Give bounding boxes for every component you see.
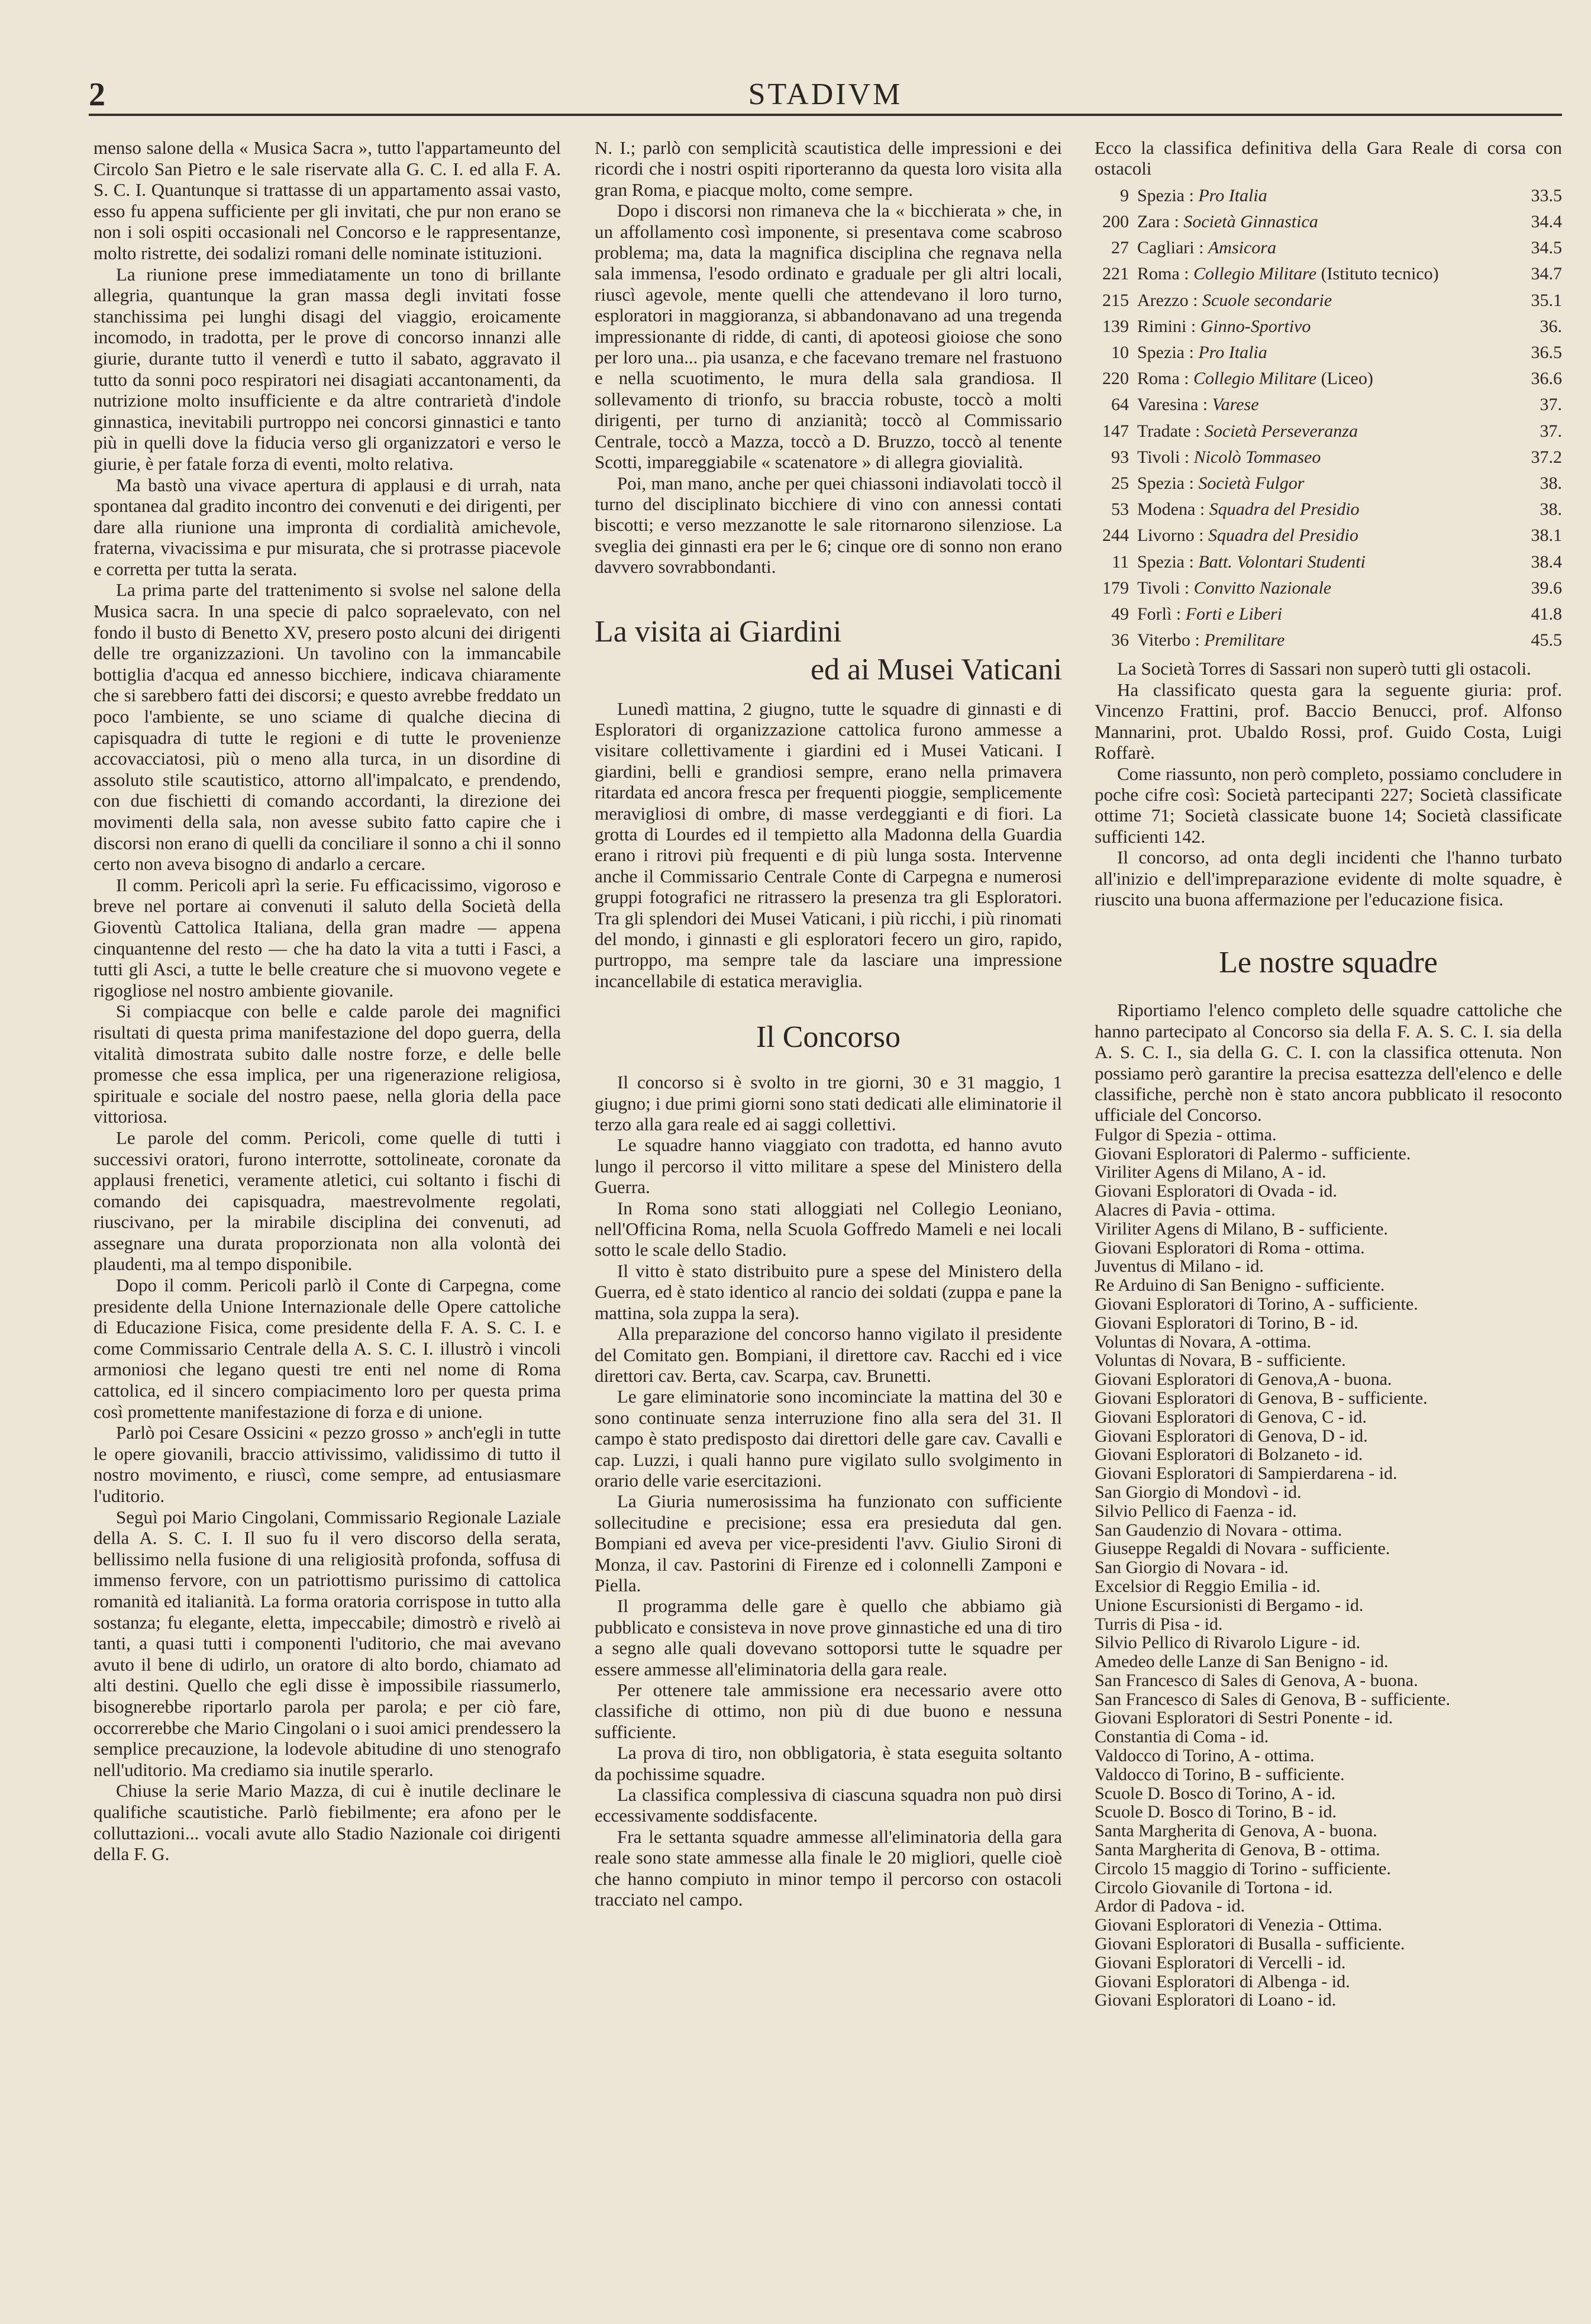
squad-item: Voluntas di Novara, B - sufficiente.: [1095, 1350, 1346, 1371]
paragraph: Le parole del comm. Pericoli, come quelle di tutti i successivi oratori, furono interrotte, sottolineate, coronate da applausi frenetici, veramente atletici, cui soltanto i fischi di comando dei capisquadra, maestrevolmente regolati, riuscivano, per la mirabile disciplina dei convenuti, ad assegnare una durata proporzionata non alla volontà dei plaudenti, ma al tempo disponibile.: [93, 1127, 561, 1275]
ranking-time: 34.7: [1531, 264, 1562, 284]
squad-item: Constantia di Coma - id.: [1095, 1727, 1269, 1747]
ranking-team: Rimini : Ginno-Sportivo: [1137, 316, 1311, 336]
ranking-city: Tradate: [1137, 421, 1191, 441]
ranking-city: Viterbo: [1137, 630, 1190, 650]
ranking-time: 41.8: [1531, 604, 1562, 624]
squad-item: Santa Margherita di Genova, A - buona.: [1095, 1821, 1377, 1841]
squad-item: Giovani Esploratori di Genova, D - id.: [1095, 1426, 1368, 1446]
paragraph: La prova di tiro, non obbligatoria, è stata eseguita soltanto da pochissime squadre.: [595, 1742, 1062, 1784]
squad-item: Santa Margherita di Genova, B - ottima.: [1095, 1840, 1380, 1860]
ranking-team: Forlì : Forti e Liberi: [1137, 604, 1283, 624]
squad-item: Juventus di Milano - id.: [1095, 1256, 1264, 1277]
ranking-city: Spezia: [1137, 343, 1185, 363]
ranking-time: 36.5: [1531, 343, 1562, 363]
ranking-row: [1095, 575, 1562, 601]
ranking-row: [1095, 288, 1562, 314]
masthead: STADIVM: [748, 78, 903, 111]
ranking-team: Livorno : Squadra del Presidio: [1137, 526, 1358, 546]
paragraph: Dopo i discorsi non rimaneva che la « bicchierata » che, in un affollamento così imponente, si presentava come scabroso problema; ma, data la magnifica disciplina che regnava nella sala immensa, l'esodo ordinato e graduale per gli altri locali, riuscì agevole, mente quelli che attendevano il loro turno, esploratori in maggioranza, si abbandonavano ad una tregenda impressionante di ridde, di canti, di apoteosi gioiose che sono per loro una... pia usanza, e che facevano tremare nel frastuono e nella scuotimento, le mura della sala grandiosa. Il sollevamento di trionfo, su braccia robuste, toccò a molti dirigenti, per turno di anzianità; toccò al Commissario Centrale, toccò a Mazza, toccò a D. Bruzzo, toccò al tenente Scotti, impareggiabile « scatenatore » di allegra giovialità.: [595, 200, 1062, 473]
ranking-team: Tivoli : Nicolò Tommaseo: [1137, 447, 1321, 467]
ranking-time: 35.1: [1531, 290, 1562, 310]
squad-item: Scuole D. Bosco di Torino, A - id.: [1095, 1783, 1336, 1803]
ranking-time: 38.: [1540, 499, 1562, 520]
ranking-time: 34.4: [1531, 212, 1562, 232]
squad-item: Giovani Esploratori di Loano - id.: [1095, 1990, 1337, 2010]
paragraph: La Giuria numerosissima ha funzionato con sufficiente sollecitudine e precisione; essa era presieduta dal gen. Bompiani ed aveva per vice-presidenti l'avv. Giulio Sironi di Monza, il cav. Pastorini di Firenze ed i colonnelli Zamponi e Piella.: [595, 1491, 1062, 1595]
ranking-time: 38.4: [1531, 552, 1562, 572]
ranking-time: 36.: [1540, 316, 1562, 336]
ranking-number: 200: [1102, 212, 1129, 232]
ranking-number: 93: [1111, 447, 1129, 467]
ranking-number: 139: [1102, 316, 1129, 336]
ranking-city: Zara: [1137, 212, 1170, 232]
squad-item: San Giorgio di Novara - id.: [1095, 1558, 1289, 1578]
paragraph: Il concorso, ad onta degli incidenti che l'hanno turbato all'inizio e dell'impreparazione evidente di molte squadre, è riuscito una buona affermazione per l'educazione fisica.: [1095, 847, 1562, 910]
paragraph: La Società Torres di Sassari non superò tutti gli ostacoli.: [1117, 658, 1531, 679]
squad-item: Giovani Esploratori di Sestri Ponente - id.: [1095, 1708, 1393, 1728]
ranking-team: Arezzo : Scuole secondarie: [1137, 290, 1332, 310]
squad-item: Unione Escursionisti di Bergamo - id.: [1095, 1595, 1364, 1615]
squad-item: Giovani Esploratori di Torino, B - id.: [1095, 1313, 1358, 1333]
ranking-team-name: Ginno-Sportivo: [1200, 316, 1311, 336]
ranking-city: Spezia: [1137, 185, 1185, 205]
squad-item: Giovani Esploratori di Bolzaneto - id.: [1095, 1445, 1363, 1465]
column-1: [93, 137, 561, 1865]
column-2: [595, 137, 1062, 1910]
ranking-time: 33.5: [1531, 185, 1562, 205]
squad-item: San Francesco di Sales di Genova, A - buona.: [1095, 1670, 1418, 1690]
squad-item: Viriliter Agens di Milano, A - id.: [1095, 1162, 1327, 1182]
paragraph: Dopo il comm. Pericoli parlò il Conte di Carpegna, come presidente della Unione Internazionale delle Opere cattoliche di Educazione Fisica, come presidente della F. A. S. C. I. e come Commissario Centrale della A. S. C. I. illustrò i vincoli armoniosi che legano questi tre enti nel nome di Roma cattolica, ed il sincero compiacimento loro per questa prima così promettente manifestazione di forza e di unione.: [93, 1275, 561, 1422]
ranking-team-name: Pro Italia: [1198, 343, 1267, 363]
ranking-time: 37.2: [1531, 447, 1562, 467]
ranking-team-name: Nicolò Tommaseo: [1193, 447, 1321, 467]
paragraph: La prima parte del trattenimento si svolse nel salone della Musica sacra. In una specie di palco sopraelevato, con nel fondo il busto di Benetto XV, presero posto alcuni dei dirigenti delle tre organizzazioni. Un tavolino con la immancabile bottiglia d'acqua ed annesso bicchiere, indicava chiaramente che si sarebbero fatti dei discorsi; e questo avrebbe freddato un poco l'ambiente, se uno sciame di qualche diecina di capisquadra di tutte le regioni e di tutte le provenienze accovacciatosi, più o meno alla turca, in un disordine di assoluto stile scautistico, attorno all'impalcato, e prendendo, con due fischietti di comando accordanti, la direzione dei movimenti della sala, non avesse subito fatto capire che i discorsi non erano di quelli da conciliare il sonno a chi il sonno certo non aveva bisogno di andarlo a cercare.: [93, 579, 561, 875]
paragraph: Si compiacque con belle e calde parole dei magnifici risultati di questa prima manifestazione del dopo guerra, della vitalità dimostrata subito dalle nostre forze, e delle belle promesse che essa implica, per una rigenerazione religiosa, spirituale e sociale del nostro paese, nella gloria della pace vittoriosa.: [93, 1001, 561, 1127]
ranking-row: [1095, 209, 1562, 235]
paragraph: Per ottenere tale ammissione era necessario avere otto classifiche di ottimo, non più di due buono e nessuna sufficiente.: [595, 1680, 1062, 1742]
ranking-number: 49: [1111, 604, 1129, 624]
ranking-team: Tivoli : Convitto Nazionale: [1137, 578, 1332, 598]
paragraph: Ma bastò una vivace apertura di applausi e di urrah, nata spontanea dal gradito incontro dei convenuti e dei dirigenti, per dare alla riunione una impronta di cordialità amichevole, fraterna, vivacissima e pur misurata, che si protrasse piacevole e corretta per tutta la serata.: [93, 474, 561, 579]
ranking-row: [1095, 340, 1562, 366]
ranking-time: 37.: [1540, 395, 1562, 415]
paragraph: Le squadre hanno viaggiato con tradotta, ed hanno avuto lungo il percorso il vitto militare a spese del Ministero della Guerra.: [595, 1134, 1062, 1198]
squad-item: Giovani Esploratori di Sampierdarena - id.: [1095, 1464, 1398, 1484]
ranking-time: 36.6: [1531, 369, 1562, 389]
squad-item: Giovani Esploratori di Palermo - sufficiente.: [1095, 1143, 1411, 1163]
squad-item: Viriliter Agens di Milano, B - sufficiente.: [1095, 1219, 1388, 1239]
ranking-team-name: Scuole secondarie: [1202, 290, 1332, 310]
heading-contest: Il Concorso: [756, 1020, 901, 1055]
squad-item: Giovani Esploratori di Genova, B - sufficiente.: [1095, 1388, 1428, 1408]
ranking-team: Varesina : Varese: [1137, 395, 1259, 415]
squad-item: San Giorgio di Mondovì - id.: [1095, 1482, 1302, 1502]
header-rule: [89, 114, 1562, 116]
ranking-note: (Istituto tecnico): [1321, 264, 1439, 284]
ranking-time: 39.6: [1531, 578, 1562, 598]
ranking-team-name: Collegio Militare: [1193, 369, 1317, 389]
heading-visit-line-2: ed ai Musei Vaticani: [810, 652, 1062, 686]
squad-item: Giuseppe Regaldi di Novara - sufficiente.: [1095, 1539, 1390, 1559]
squad-item: Fulgor di Spezia - ottima.: [1095, 1124, 1277, 1145]
ranking-team: Roma : Collegio Militare (Liceo): [1137, 369, 1373, 389]
paragraph: Ha classificato questa gara la seguente giuria: prof. Vincenzo Frattini, prof. Baccio Benucci, prof. Alfonso Mannarini, prot. Ubaldo Rossi, prof. Guido Costa, Luigi Roffarè.: [1095, 679, 1562, 763]
paragraph: Il comm. Pericoli aprì la serie. Fu efficacissimo, vigoroso e breve nel portare ai convenuti il saluto della Società della Gioventù Cattolica Italiana, della gran madre — appena cinquantenne del resto — che ha dato la vita a tutti i Fasci, a tutti gli Asci, a tutte le belle creature che si muovono vegete e rigogliose nel nostro ambiente giovanile.: [93, 874, 561, 1001]
ranking-row: [1095, 497, 1562, 523]
squad-item: San Francesco di Sales di Genova, B - sufficiente.: [1095, 1689, 1450, 1709]
ranking-row: [1095, 235, 1562, 261]
ranking-row: [1095, 366, 1562, 392]
ranking-row: [1095, 601, 1562, 627]
squad-item: Silvio Pellico di Faenza - id.: [1095, 1501, 1297, 1521]
ranking-city: Spezia: [1137, 473, 1185, 494]
paragraph: Il concorso si è svolto in tre giorni, 30 e 31 maggio, 1 giugno; i due primi giorni sono stati dedicati alle eliminatorie il terzo alla gara reale ed ai saggi collettivi.: [595, 1072, 1062, 1135]
ranking-team: Cagliari : Amsicora: [1137, 238, 1276, 258]
paragraph: Seguì poi Mario Cingolani, Commissario Regionale Laziale della A. S. C. I. Il suo fu il vero discorso della serata, bellissimo nella fusione di una religiosità profonda, soffusa di immenso fervore, con un patriottismo purissimo di cattolica romanità ed italianità. La forma oratoria corrispose in tutto alla sostanza; fu elegante, eletta, impeccabile; dimostrò e rivelò ai tanti, a quasi tutti i componenti l'uditorio, che mai avevano avuto il bene di udirlo, un oratore di alto bordo, chiamato ad alti destini. Quello che egli disse è impossibile riassumerlo, bisognerebbe riportarlo parola per parola; e per ciò fare, occorrerebbe che Mario Cingolani o i suoi amici prendessero la semplice precauzione, la lodevole abitudine di uno stenografo nell'uditorio. Ma crediamo sia inutile sperarlo.: [93, 1506, 561, 1780]
ranking-team: Zara : Società Ginnastica: [1137, 212, 1318, 232]
squad-item: Giovani Esploratori di Torino, A - sufficiente.: [1095, 1294, 1418, 1314]
ranking-team-name: Società Ginnastica: [1183, 212, 1318, 232]
ranking-team: Viterbo : Premilitare: [1137, 630, 1285, 650]
ranking-number: 10: [1111, 343, 1129, 363]
ranking-time: 38.: [1540, 473, 1562, 494]
squad-item: Amedeo delle Lanze di San Benigno - id.: [1095, 1652, 1389, 1672]
ranking-number: 11: [1112, 552, 1129, 572]
ranking-time: 37.: [1540, 421, 1562, 441]
column-3: [1095, 137, 1562, 2010]
paragraph: La classifica complessiva di ciascuna squadra non può dirsi eccessivamente soddisfacente.: [595, 1784, 1062, 1826]
ranking-team: Roma : Collegio Militare (Istituto tecnico): [1137, 264, 1439, 284]
squad-item: Giovani Esploratori di Genova, C - id.: [1095, 1407, 1367, 1427]
squad-item: Valdocco di Torino, A - ottima.: [1095, 1746, 1315, 1766]
squad-item: Alacres di Pavia - ottima.: [1095, 1200, 1276, 1220]
paragraph: Il programma delle gare è quello che abbiamo già pubblicato e consisteva in nove prove ginnastiche ed una di tiro a segno alle quali dovevano sottoporsi tutte le squadre per essere ammesse all'eliminatoria della gara reale.: [595, 1595, 1062, 1680]
ranking-number: 220: [1102, 369, 1129, 389]
ranking-team: Spezia : Pro Italia: [1137, 343, 1267, 363]
ranking-city: Modena: [1137, 499, 1196, 520]
squad-item: Re Arduino di San Benigno - sufficiente.: [1095, 1275, 1385, 1295]
ranking-number: 147: [1102, 421, 1129, 441]
ranking-number: 215: [1102, 290, 1129, 310]
ranking-number: 36: [1111, 630, 1129, 650]
paragraph: N. I.; parlò con semplicità scautistica delle impressioni e dei ricordi che i nostri ospiti riporteranno da questa loro visita alla gran Roma, e piacque molto, come sempre.: [595, 137, 1062, 200]
ranking-time: 38.1: [1531, 526, 1562, 546]
ranking-team-name: Premilitare: [1204, 630, 1285, 650]
squad-item: Silvio Pellico di Rivarolo Ligure - id.: [1095, 1633, 1361, 1653]
paragraph: Poi, man mano, anche per quei chiassoni indiavolati toccò il turno del disciplinato bicchiere di vino con annessi contati biscotti; e verso mezzanotte le sale ritornarono silenziose. La sveglia dei ginnasti era per le 6; cinque ore di sonno non erano davvero sovrabbondanti.: [595, 472, 1062, 578]
ranking-city: Forlì: [1137, 604, 1172, 624]
squad-item: Giovani Esploratori di Genova,A - buona.: [1095, 1369, 1392, 1390]
squad-item: Scuole D. Bosco di Torino, B - id.: [1095, 1802, 1337, 1822]
ranking-row: [1095, 183, 1562, 209]
heading-squads: Le nostre squadre: [1219, 946, 1438, 980]
ranking-city: Livorno: [1137, 526, 1195, 546]
ranking-team-name: Varese: [1212, 395, 1259, 415]
ranking-city: Arezzo: [1137, 290, 1189, 310]
squad-item: Valdocco di Torino, B - sufficiente.: [1095, 1764, 1345, 1784]
ranking-city: Varesina: [1137, 395, 1199, 415]
ranking-team-name: Forti e Liberi: [1185, 604, 1283, 624]
squad-list: [1095, 1126, 1562, 2010]
ranking-row: [1095, 392, 1562, 418]
squads-intro: Riportiamo l'elenco completo delle squadre cattoliche che hanno partecipato al Concorso sia della F. A. S. C. I. sia della A. S. C. I., sia della G. C. I. con la classifica ottenuta. Non possiamo però garantire la precisa esattezza dell'elenco e delle classifiche, perchè non è stato ancora pubblicato il resoconto ufficiale del Concorso.: [1095, 1000, 1562, 1126]
paragraph: Alla preparazione del concorso hanno vigilato il presidente del Comitato gen. Bompiani, il direttore cav. Racchi ed i vice direttori cav. Berta, cav. Scarpa, cav. Brunetti.: [595, 1323, 1062, 1386]
ranking-number: 244: [1102, 526, 1129, 546]
squad-item: Circolo Giovanile di Tortona - id.: [1095, 1877, 1333, 1897]
ranking-team-name: Convitto Nazionale: [1193, 578, 1332, 598]
paragraph: In Roma sono stati alloggiati nel Collegio Leoniano, nell'Officina Roma, nella Scuola Goffredo Mameli e nei locali sotto le scale dello Stadio.: [595, 1197, 1062, 1261]
ranking-team: Spezia : Batt. Volontari Studenti: [1137, 552, 1366, 572]
paragraph: Le gare eliminatorie sono incominciate la mattina del 30 e sono continuate senza interruzione fino alla sera del 31. Il campo è stato predisposto dai direttori delle gare cav. Cavalli e cap. Luzzi, i quali hanno pure vigilato sullo svolgimento in orario delle varie esercitazioni.: [595, 1386, 1062, 1491]
ranking-row: [1095, 314, 1562, 340]
ranking-city: Tivoli: [1137, 578, 1180, 598]
squad-item: Giovani Esploratori di Albenga - id.: [1095, 1971, 1350, 1991]
ranking-row: [1095, 627, 1562, 653]
squad-item: San Gaudenzio di Novara - ottima.: [1095, 1520, 1342, 1540]
squad-item: Ardor di Padova - id.: [1095, 1896, 1245, 1916]
ranking-time: 45.5: [1531, 630, 1562, 650]
ranking-row: [1095, 470, 1562, 497]
heading-visit-line-1: La visita ai Giardini: [595, 614, 842, 649]
squad-item: Turris di Pisa - id.: [1095, 1614, 1223, 1634]
page-header: [89, 76, 1562, 114]
ranking-city: Roma: [1137, 264, 1180, 284]
squad-item: Circolo 15 maggio di Torino - sufficiente.: [1095, 1858, 1391, 1878]
ranking-city: Roma: [1137, 369, 1180, 389]
paragraph: Lunedì mattina, 2 giugno, tutte le squadre di ginnasti e di Esploratori di organizzazione cattolica furono ammesse a visitare collettivamente i giardini ed i Musei Vaticani. I giardini, belli e grandiosi sempre, erano nella primavera ritardata ed ancora fresca per frequenti pioggie, semplicemente meravigliosi di ombre, di masse verdeggianti e di fiori. La grotta di Lourdes ed il tempietto alla Madonna della Guardia erano i ritrovi più frequenti e di più lunga sosta. Intervenne anche il Commissario Centrale Conte di Carpegna e numerosi gruppi fotografici ne ritrassero la presenza tra gli Esploratori. Tra gli splendori dei Musei Vaticani, i più ricchi, i più rinomati del mondo, i ginnasti e gli esploratori fecero un giro, rapido, purtroppo, ma sempre tale da lasciare una impressione incancellabile di estatica meraviglia.: [595, 698, 1062, 991]
paragraph: menso salone della « Musica Sacra », tutto l'appartameunto del Circolo San Pietro e le sale riservate alla G. C. I. ed alla F. A. S. C. I. Quantunque si trattasse di un appartamento assai vasto, esso fu appena sufficiente per gli invitati, che pur non erano se non i soli ospiti occasionali nel Concorso e le rappresentanze, molto ristrette, dei sodalizi romani delle nominate istituzioni.: [93, 137, 561, 263]
ranking-number: 53: [1111, 499, 1129, 520]
squad-item: Giovani Esploratori di Vercelli - id.: [1095, 1952, 1346, 1972]
paragraph: Parlò poi Cesare Ossicini « pezzo grosso » anch'egli in tutte le opere giovanili, braccio attivissimo, validissimo di tutto il nostro movimento, e riuscì, come sempre, ad entusiasmare l'uditorio.: [93, 1422, 561, 1506]
paragraph: Fra le settanta squadre ammesse all'eliminatoria della gara reale sono state ammesse alla finale le 20 migliori, quelle cioè che hanno compiuto in minor tempo il percorso con ostacoli tracciato nel campo.: [595, 1826, 1062, 1910]
ranking-city: Spezia: [1137, 552, 1185, 572]
ranking-row: [1095, 523, 1562, 549]
ranking-table: [1095, 183, 1562, 654]
ranking-team: Spezia : Pro Italia: [1137, 185, 1267, 205]
squad-item: Giovani Esploratori di Ovada - id.: [1095, 1181, 1337, 1201]
ranking-intro: Ecco la classifica definitiva della Gara Reale di corsa con ostacoli: [1095, 137, 1562, 179]
ranking-team-name: Squadra del Presidio: [1209, 499, 1360, 520]
paragraph: La riunione prese immediatamente un tono di brillante allegria, quantunque la gran massa degli invitati fosse stanchissima pei lunghi disagi del viaggio, eroicamente incomodo, in tradotta, per le prove di concorso innanzi alle giurie, durante tutto il venerdì e tutto il sabato, aggravato il tutto da sonni poco respiratori nei disagiati accantonamenti, da nutrizione molto insufficiente e da altre contrarietà d'indole ginnastica, inevitabili purtroppo nei concorsi ginnastici e tanto più in quelli dove la fiducia verso gli organizzatori e verso le giurie, è per fatale forza di eventi, molto relativa.: [93, 263, 561, 474]
ranking-team: Tradate : Società Perseveranza: [1137, 421, 1358, 441]
paragraph: Come riassunto, non però completo, possiamo concludere in poche cifre così: Società partecipanti 227; Società classificate ottime 71; Società classicate buone 14; Società classificate sufficienti 142.: [1095, 763, 1562, 847]
ranking-team: Spezia : Società Fulgor: [1137, 473, 1305, 494]
squad-item: Excelsior di Reggio Emilia - id.: [1095, 1576, 1321, 1596]
squad-item: Voluntas di Novara, A -ottima.: [1095, 1332, 1312, 1352]
ranking-city: Rimini: [1137, 316, 1187, 336]
ranking-row: [1095, 418, 1562, 444]
ranking-team-name: Squadra del Presidio: [1208, 526, 1358, 546]
ranking-team-name: Società Fulgor: [1198, 473, 1305, 494]
paragraph: Il vitto è stato distribuito pure a spese del Ministero della Guerra, ed è stato identico al rancio dei soldati (zuppa e pane la mattina, sola zuppa la sera).: [595, 1260, 1062, 1323]
ranking-number: 9: [1120, 185, 1129, 205]
ranking-time: 34.5: [1531, 238, 1562, 258]
ranking-team-name: Batt. Volontari Studenti: [1198, 552, 1366, 572]
ranking-row: [1095, 549, 1562, 575]
ranking-city: Cagliari: [1137, 238, 1195, 258]
paragraph: Chiuse la serie Mario Mazza, di cui è inutile declinare le qualifiche scautistiche. Parlò fiebilmente; era afono per le colluttazioni... vocali avute allo Stadio Nazionale coi dirigenti della F. G.: [93, 1780, 561, 1865]
ranking-number: 64: [1111, 395, 1129, 415]
ranking-number: 27: [1111, 238, 1129, 258]
page-number: 2: [89, 76, 105, 113]
ranking-team: Modena : Squadra del Presidio: [1137, 499, 1360, 520]
ranking-number: 221: [1102, 264, 1129, 284]
ranking-row: [1095, 444, 1562, 470]
ranking-team-name: Pro Italia: [1198, 185, 1267, 205]
squad-item: Giovani Esploratori di Roma - ottima.: [1095, 1237, 1365, 1258]
ranking-note: (Liceo): [1321, 369, 1373, 389]
ranking-team-name: Società Perseveranza: [1204, 421, 1358, 441]
ranking-city: Tivoli: [1137, 447, 1180, 467]
squad-item: Giovani Esploratori di Busalla - sufficiente.: [1095, 1934, 1405, 1954]
ranking-number: 25: [1111, 473, 1129, 494]
ranking-team-name: Amsicora: [1208, 238, 1276, 258]
ranking-number: 179: [1102, 578, 1129, 598]
ranking-row: [1095, 261, 1562, 287]
squad-item: Giovani Esploratori di Venezia - Ottima.: [1095, 1915, 1382, 1935]
ranking-team-name: Collegio Militare: [1193, 264, 1317, 284]
